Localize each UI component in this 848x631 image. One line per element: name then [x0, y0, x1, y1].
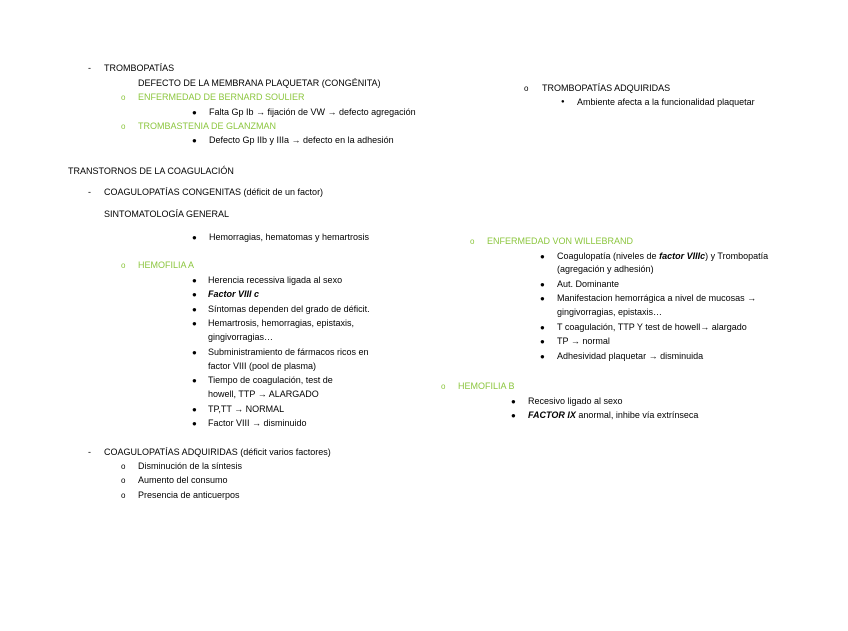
dash-marker: - [88, 63, 91, 73]
hemofilia-a-item: Herencia recessiva ligada al sexo [208, 275, 343, 285]
hemofilia-b-item: Recesivo ligado al sexo [528, 396, 623, 406]
bullet-marker: ● [540, 337, 545, 346]
vw-item: TP → normal [557, 336, 610, 346]
circle-bullet: o [121, 261, 126, 270]
circle-bullet: o [441, 382, 446, 391]
bullet-marker: ● [192, 108, 197, 117]
hemofilia-a-item: Factor VIII → disminuido [208, 418, 307, 428]
vw-item-text: ) y Trombopatía [705, 251, 769, 261]
heading-adquiridas: COAGULOPATÍAS ADQUIRIDAS (déficit varios factores) [104, 447, 331, 457]
circle-bullet: o [470, 237, 475, 246]
hemofilia-b-item [528, 410, 698, 421]
bullet-marker: ● [192, 276, 197, 285]
hemofilia-b-emphasis: FACTOR IX [528, 410, 576, 420]
heading-defecto-membrana: DEFECTO DE LA MEMBRANA PLAQUETAR (CONGÉNITA) [138, 78, 381, 88]
hemofilia-a-item: factor VIII (pool de plasma) [208, 361, 317, 371]
bullet-marker: ● [540, 280, 545, 289]
vw-item [557, 251, 768, 262]
heading-hemofilia-a: HEMOFILIA A [138, 260, 195, 270]
bullet-marker: ● [192, 290, 197, 299]
vw-item: Manifestacion hemorrágica a nivel de mucosas → [557, 293, 757, 303]
hemofilia-a-item: Tiempo de coagulación, test de [208, 375, 333, 385]
hemofilia-a-item: Subministramiento de fármacos ricos en [208, 347, 369, 357]
heading-sintomatologia: SINTOMATOLOGÍA GENERAL [104, 209, 230, 219]
vw-item: Aut. Dominante [557, 279, 620, 289]
bullet-marker: ● [192, 319, 197, 328]
bernard-item: Falta Gp Ib → fijación de VW → defecto agregación [209, 107, 416, 117]
hemofilia-a-item: Factor VIII c [208, 289, 260, 299]
circle-bullet: o [121, 462, 126, 471]
vw-item: Adhesividad plaquetar → disminuida [557, 351, 704, 361]
vw-item: T coagulación, TTP Y test de howell→ alargado [557, 322, 747, 332]
hemofilia-a-item: gingivorragias… [208, 332, 274, 342]
heading-congenitas: COAGULOPATÍAS CONGENITAS (déficit de un factor) [104, 187, 324, 197]
bullet-marker: ● [540, 323, 545, 332]
vw-item: gingivorragias, epistaxis… [557, 307, 663, 317]
bullet-marker: ● [192, 136, 197, 145]
heading-glanzman: TROMBASTENIA DE GLANZMAN [138, 121, 277, 131]
vw-item-text: Coagulopatía (niveles de [557, 251, 660, 261]
bullet-marker: ● [192, 419, 197, 428]
bullet-marker: ● [192, 376, 197, 385]
trombopatias-adquiridas-item: Ambiente afecta a la funcionalidad plaquetar [577, 97, 755, 107]
circle-bullet: o [121, 122, 126, 131]
glanzman-item: Defecto Gp IIb y IIIa → defecto en la adhesión [209, 135, 394, 145]
vw-item-emphasis: factor VIIIc [659, 251, 706, 261]
adquiridas-item: Disminución de la síntesis [138, 461, 243, 471]
heading-trombopatias-adquiridas: TROMBOPATÍAS ADQUIRIDAS [542, 83, 671, 93]
circle-bullet: o [121, 93, 126, 102]
vw-item: (agregación y adhesión) [557, 264, 654, 274]
bullet-marker: ● [511, 397, 516, 406]
adquiridas-item: Presencia de anticuerpos [138, 490, 240, 500]
bullet-marker: ● [511, 411, 516, 420]
bullet-marker: ● [561, 99, 565, 105]
bullet-marker: ● [192, 348, 197, 357]
bullet-marker: ● [192, 405, 197, 414]
sintomatologia-item: Hemorragias, hematomas y hemartrosis [209, 232, 370, 242]
hemofilia-a-item: TP,TT → NORMAL [208, 404, 285, 414]
circle-bullet: o [121, 476, 126, 485]
hemofilia-a-item: Hemartrosis, hemorragias, epistaxis, [208, 318, 355, 328]
circle-bullet: o [524, 84, 529, 93]
adquiridas-item: Aumento del consumo [138, 475, 228, 485]
heading-von-willebrand: ENFERMEDAD VON WILLEBRAND [487, 236, 634, 246]
hemofilia-b-text: anormal, inhibe vía extrínseca [575, 410, 699, 420]
hemofilia-a-item: howell, TTP → ALARGADO [208, 389, 319, 399]
bullet-marker: ● [540, 352, 545, 361]
bullet-marker: ● [540, 294, 545, 303]
hemofilia-a-item: Síntomas dependen del grado de déficit. [208, 304, 370, 314]
heading-hemofilia-b: HEMOFILIA B [458, 381, 515, 391]
bullet-marker: ● [192, 305, 197, 314]
dash-marker: - [88, 447, 91, 457]
dash-marker: - [88, 187, 91, 197]
heading-transtornos: TRANSTORNOS DE LA COAGULACIÓN [68, 166, 234, 176]
bullet-marker: ● [540, 252, 545, 261]
heading-trombopatias: TROMBOPATÍAS [104, 63, 175, 73]
bullet-marker: ● [192, 233, 197, 242]
circle-bullet: o [121, 491, 126, 500]
heading-bernard-soulier: ENFERMEDAD DE BERNARD SOULIER [138, 92, 305, 102]
